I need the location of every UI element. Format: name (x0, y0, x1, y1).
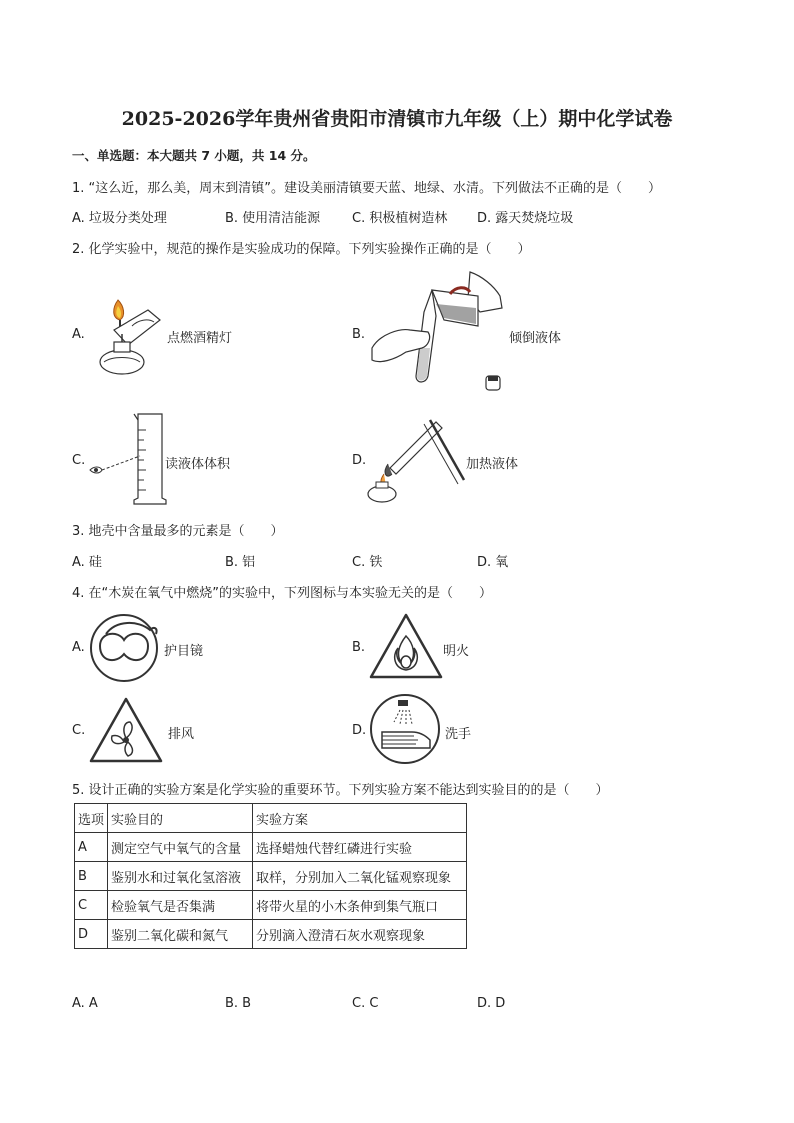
ventilation-fan-icon (88, 696, 164, 764)
heating-liquid-illustration (366, 414, 466, 506)
table-cell: C (75, 891, 108, 920)
table-cell: A (75, 833, 108, 862)
q5-option-d: D. D (477, 996, 506, 1011)
table-header-cell: 选项 (75, 804, 108, 833)
question-3-stem: 3. 地壳中含量最多的元素是（ ） (72, 524, 284, 539)
section-heading: 一、单选题：本大题共 7 小题，共 14 分。 (72, 148, 316, 163)
q5-option-c: C. C (352, 996, 379, 1011)
table-row (75, 833, 467, 862)
q2-option-a-label: 点燃酒精灯 (167, 331, 233, 346)
q4-option-d-label: 洗手 (445, 727, 472, 742)
q4-option-c-label: 排风 (168, 727, 195, 742)
q3-option-c: C. 铁 (352, 555, 383, 570)
question-4-stem: 4. 在“木炭在氧气中燃烧”的实验中，下列图标与本实验无关的是（ ） (72, 586, 493, 601)
table-row (75, 891, 467, 920)
q2-option-a-letter: A. (72, 327, 85, 342)
reading-liquid-volume-illustration (86, 410, 166, 510)
q3-option-a: A. 硅 (72, 555, 102, 570)
table-cell: D (75, 920, 108, 949)
q2-option-b-label: 倾倒液体 (509, 331, 562, 346)
q4-option-b-letter: B. (352, 640, 366, 655)
table-cell: 将带火星的小木条伸到集气瓶口 (253, 891, 467, 920)
table-cell: 测定空气中氧气的含量 (108, 833, 253, 862)
table-cell: 分别滴入澄清石灰水观察现象 (253, 920, 467, 949)
table-cell: 取样，分别加入二氧化锰观察现象 (253, 862, 467, 891)
q2-option-c-label: 读液体体积 (165, 457, 231, 472)
q4-option-b-label: 明火 (443, 644, 470, 659)
q2-option-c-letter: C. (72, 453, 86, 468)
page-title: 2025-2026学年贵州省贵阳市清镇市九年级（上）期中化学试卷 (121, 108, 673, 130)
q5-option-b: B. B (225, 996, 252, 1011)
q4-option-a-label: 护目镜 (164, 644, 204, 659)
table-cell: 鉴别水和过氧化氢溶液 (108, 862, 253, 891)
q2-option-d-letter: D. (352, 453, 367, 468)
question-2-stem: 2. 化学实验中，规范的操作是实验成功的保障。下列实验操作正确的是（ ） (72, 242, 531, 257)
question-1-stem: 1. “这么近，那么美，周末到清镇”。建设美丽清镇要天蓝、地绿、水清。下列做法不正确的是（ ） (72, 181, 662, 196)
table-cell: 选择蜡烛代替红磷进行实验 (253, 833, 467, 862)
q1-option-a: A. 垃圾分类处理 (72, 211, 167, 226)
table-row (75, 862, 467, 891)
table-cell: 检验氧气是否集满 (108, 891, 253, 920)
q1-option-c: C. 积极植树造林 (352, 211, 448, 226)
q2-option-d-label: 加热液体 (466, 457, 519, 472)
q5-option-a: A. A (72, 996, 98, 1011)
question-5-stem: 5. 设计正确的实验方案是化学实验的重要环节。下列实验方案不能达到实验目的的是（ ） (72, 783, 609, 798)
experiment-table (74, 803, 467, 949)
pouring-liquid-illustration (370, 268, 510, 398)
q1-option-b: B. 使用清洁能源 (225, 211, 321, 226)
q2-option-b-letter: B. (352, 327, 366, 342)
q4-option-c-letter: C. (72, 723, 86, 738)
q3-option-d: D. 氧 (477, 555, 509, 570)
alcohol-lamp-lighting-illustration (88, 290, 168, 380)
q3-option-b: B. 铝 (225, 555, 256, 570)
q4-option-d-letter: D. (352, 723, 367, 738)
table-cell: B (75, 862, 108, 891)
open-flame-warning-icon (368, 612, 444, 680)
q4-option-a-letter: A. (72, 640, 85, 655)
q1-option-d: D. 露天焚烧垃圾 (477, 211, 574, 226)
table-row (75, 920, 467, 949)
hand-washing-icon (368, 692, 442, 766)
table-header-cell: 实验方案 (253, 804, 467, 833)
table-header-row (75, 804, 467, 833)
table-header-cell: 实验目的 (108, 804, 253, 833)
goggles-icon (88, 612, 160, 684)
table-cell: 鉴别二氧化碳和氮气 (108, 920, 253, 949)
